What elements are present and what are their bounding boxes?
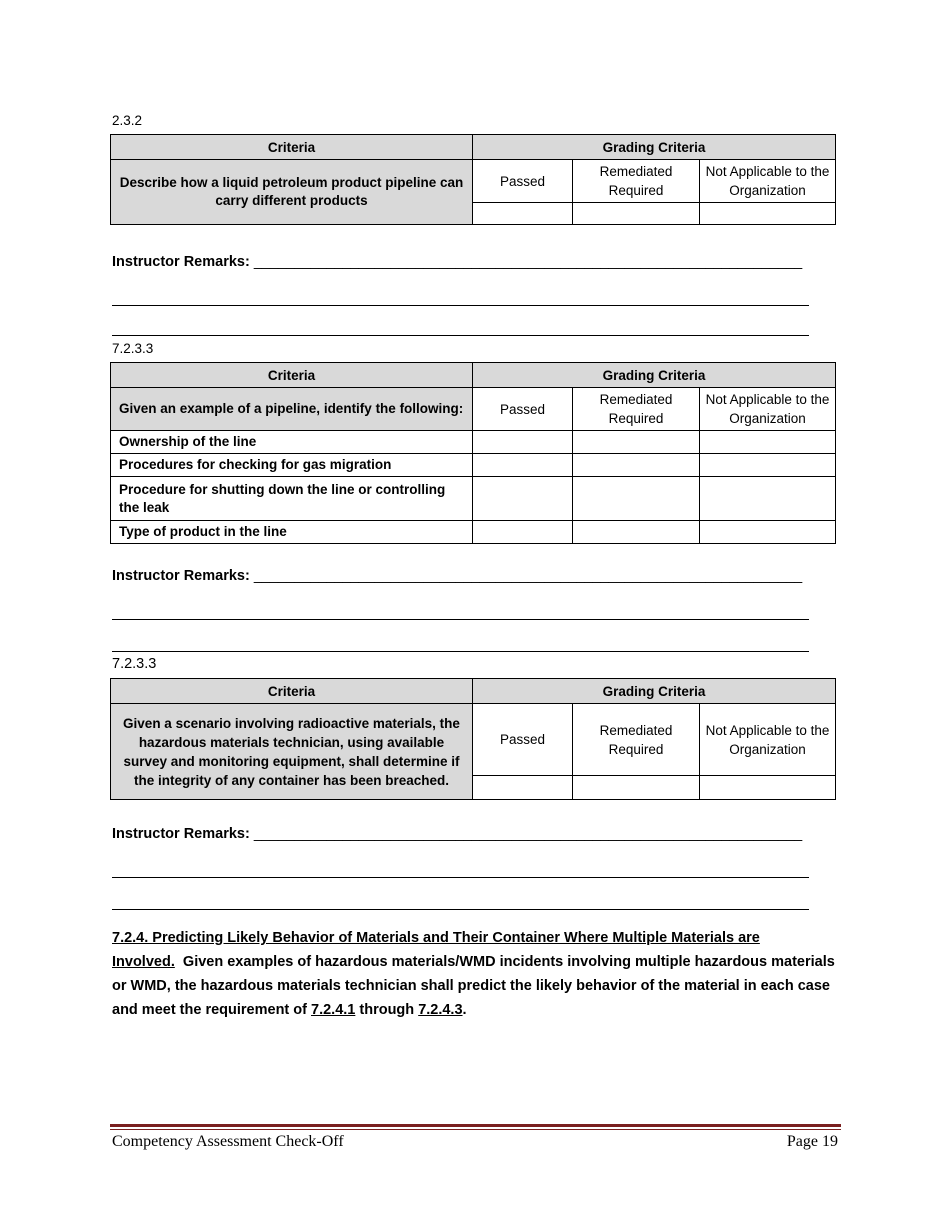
section-id-7-2-3-3: 7.2.3.3	[112, 656, 157, 672]
header-grading-criteria: Grading Criteria	[473, 679, 836, 704]
remarks-line[interactable]	[112, 619, 809, 620]
grade-remediated: Remediated Required	[573, 704, 700, 776]
remediated-checkbox-cell[interactable]	[573, 431, 700, 454]
grade-passed: Passed	[473, 388, 573, 431]
remarks-rule[interactable]: ____________________________________________________________________	[253, 254, 803, 270]
table-row	[111, 454, 836, 477]
criteria-description: Describe how a liquid petroleum product pipeline can carry different products	[111, 160, 473, 225]
remediated-checkbox-cell[interactable]	[573, 477, 700, 521]
header-grading-criteria: Grading Criteria	[473, 135, 836, 160]
remarks-rule[interactable]: ____________________________________________________________________	[253, 826, 803, 842]
grade-remediated: Remediated Required	[573, 388, 700, 431]
criteria-item: Procedures for checking for gas migration	[111, 454, 473, 477]
section-body: Given examples of hazardous materials/WMD incidents involving multiple hazardous materials or WMD, the hazardous materials technician shall predict the likely behavior of the material in each case and meet the requirement of	[112, 954, 835, 1018]
remediated-checkbox-cell[interactable]	[573, 521, 700, 544]
grade-not-applicable: Not Applicable to the Organization	[700, 704, 836, 776]
instructor-remarks-2	[112, 568, 812, 584]
section-heading: 7.2.4. Predicting Likely Behavior of Materials and Their Container Where Multiple Materials are Involved.	[112, 930, 760, 970]
passed-checkbox-cell[interactable]	[473, 477, 573, 521]
criteria-item: Procedure for shutting down the line or controlling the leak	[111, 477, 473, 521]
passed-checkbox-cell[interactable]	[473, 454, 573, 477]
table-row	[111, 521, 836, 544]
passed-checkbox-cell[interactable]	[473, 521, 573, 544]
header-criteria: Criteria	[111, 363, 473, 388]
remarks-label: Instructor Remarks:	[112, 254, 250, 270]
grade-passed: Passed	[473, 704, 573, 776]
criteria-table-7-2-3-3-pipeline	[110, 362, 836, 544]
table-row	[111, 477, 836, 521]
reference-link-7-2-4-1[interactable]: 7.2.4.1	[311, 1002, 356, 1018]
instructor-remarks-3	[112, 826, 812, 842]
not-applicable-checkbox-cell[interactable]	[700, 776, 836, 800]
remarks-line[interactable]	[112, 335, 809, 336]
section-id-2-3-2: 2.3.2	[112, 113, 143, 128]
not-applicable-checkbox-cell[interactable]	[700, 203, 836, 225]
remarks-label: Instructor Remarks:	[112, 568, 250, 584]
header-criteria: Criteria	[111, 135, 473, 160]
through-text: through	[359, 1002, 415, 1018]
remarks-label: Instructor Remarks:	[112, 826, 250, 842]
passed-checkbox-cell[interactable]	[473, 776, 573, 800]
criteria-description: Given an example of a pipeline, identify the following:	[111, 388, 473, 431]
criteria-item: Ownership of the line	[111, 431, 473, 454]
not-applicable-checkbox-cell[interactable]	[700, 431, 836, 454]
header-criteria: Criteria	[111, 679, 473, 704]
section-id-7-2-3-3: 7.2.3.3	[112, 341, 154, 356]
sentence-end: .	[462, 1002, 467, 1018]
remarks-line[interactable]	[112, 651, 809, 652]
footer-title: Competency Assessment Check-Off	[112, 1133, 344, 1150]
passed-checkbox-cell[interactable]	[473, 203, 573, 225]
remediated-checkbox-cell[interactable]	[573, 203, 700, 225]
section-7-2-4-paragraph	[112, 926, 840, 1022]
criteria-item: Type of product in the line	[111, 521, 473, 544]
not-applicable-checkbox-cell[interactable]	[700, 477, 836, 521]
remarks-line[interactable]	[112, 305, 809, 306]
remediated-checkbox-cell[interactable]	[573, 454, 700, 477]
criteria-table-2-3-2	[110, 134, 836, 225]
remarks-line[interactable]	[112, 909, 809, 910]
remediated-checkbox-cell[interactable]	[573, 776, 700, 800]
criteria-description: Given a scenario involving radioactive materials, the hazardous materials technician, using available survey and monitoring equipment, shall determine if the integrity of any container has been breached.	[111, 704, 473, 800]
grade-not-applicable: Not Applicable to the Organization	[700, 160, 836, 203]
header-grading-criteria: Grading Criteria	[473, 363, 836, 388]
table-row	[111, 431, 836, 454]
instructor-remarks-1	[112, 254, 812, 270]
remarks-rule[interactable]: ____________________________________________________________________	[253, 568, 803, 584]
remarks-line[interactable]	[112, 877, 809, 878]
page-number: Page 19	[786, 1133, 838, 1150]
grade-passed: Passed	[473, 160, 573, 203]
passed-checkbox-cell[interactable]	[473, 431, 573, 454]
not-applicable-checkbox-cell[interactable]	[700, 454, 836, 477]
footer-rule	[110, 1124, 841, 1127]
grade-not-applicable: Not Applicable to the Organization	[700, 388, 836, 431]
criteria-table-7-2-3-3-radioactive	[110, 678, 836, 800]
not-applicable-checkbox-cell[interactable]	[700, 521, 836, 544]
grade-remediated: Remediated Required	[573, 160, 700, 203]
reference-link-7-2-4-3[interactable]: 7.2.4.3	[418, 1002, 463, 1018]
footer-rule-thin	[110, 1129, 841, 1130]
